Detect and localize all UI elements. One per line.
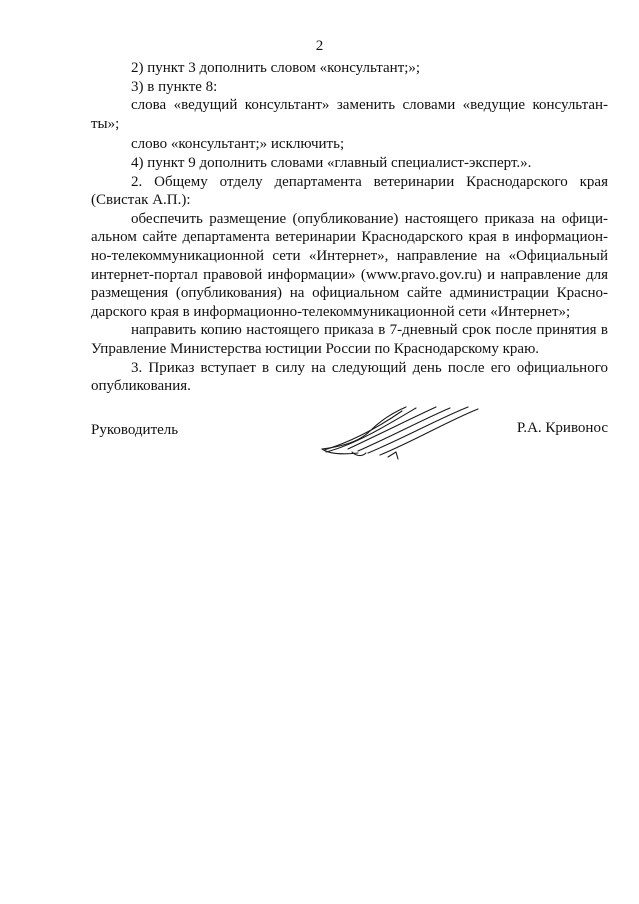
signer-name: Р.А. Кривонос (516, 420, 608, 436)
paragraph: 2. Общему отделу департамента ветеринарии Краснодарского края (Свистак А.П.): (91, 173, 608, 209)
paragraph: слово «консультант;» исключить; (131, 136, 345, 153)
signer-position: Руководитель (91, 422, 179, 438)
paragraph: слова «ведущий консультант» заменить словами «ведущие консультан-ты»; (91, 97, 608, 132)
page-number: 2 (315, 38, 324, 54)
paragraph: 3) в пункте 8: (131, 78, 218, 95)
document-body (91, 59, 608, 396)
paragraph: 4) пункт 9 дополнить словами «главный специалист-эксперт.». (131, 154, 532, 171)
handwritten-signature (318, 403, 483, 461)
paragraph: 2) пункт 3 дополнить словом «консультант;»; (131, 60, 421, 76)
paragraph: направить копию настоящего приказа в 7-дневный срок после принятия в Управление Министерства юстиции России по Краснодарскому краю. (91, 322, 608, 357)
paragraph: обеспечить размещение (опубликование) настоящего приказа на офици-альном сайте департамента ветеринарии Краснодарского края в информацион-но-телекоммуникационной сети «Интернет», направление на «Официальный интернет-портал правовой информации» (www.pravo.gov.ru) и направление для размещения (опубликования) на официальном сайте администрации Красно-дарского края в информационно-телекоммуникационной сети «Интернет»; (91, 210, 608, 320)
paragraph: 3. Приказ вступает в силу на следующий день после его официального опубликования. (91, 359, 608, 395)
